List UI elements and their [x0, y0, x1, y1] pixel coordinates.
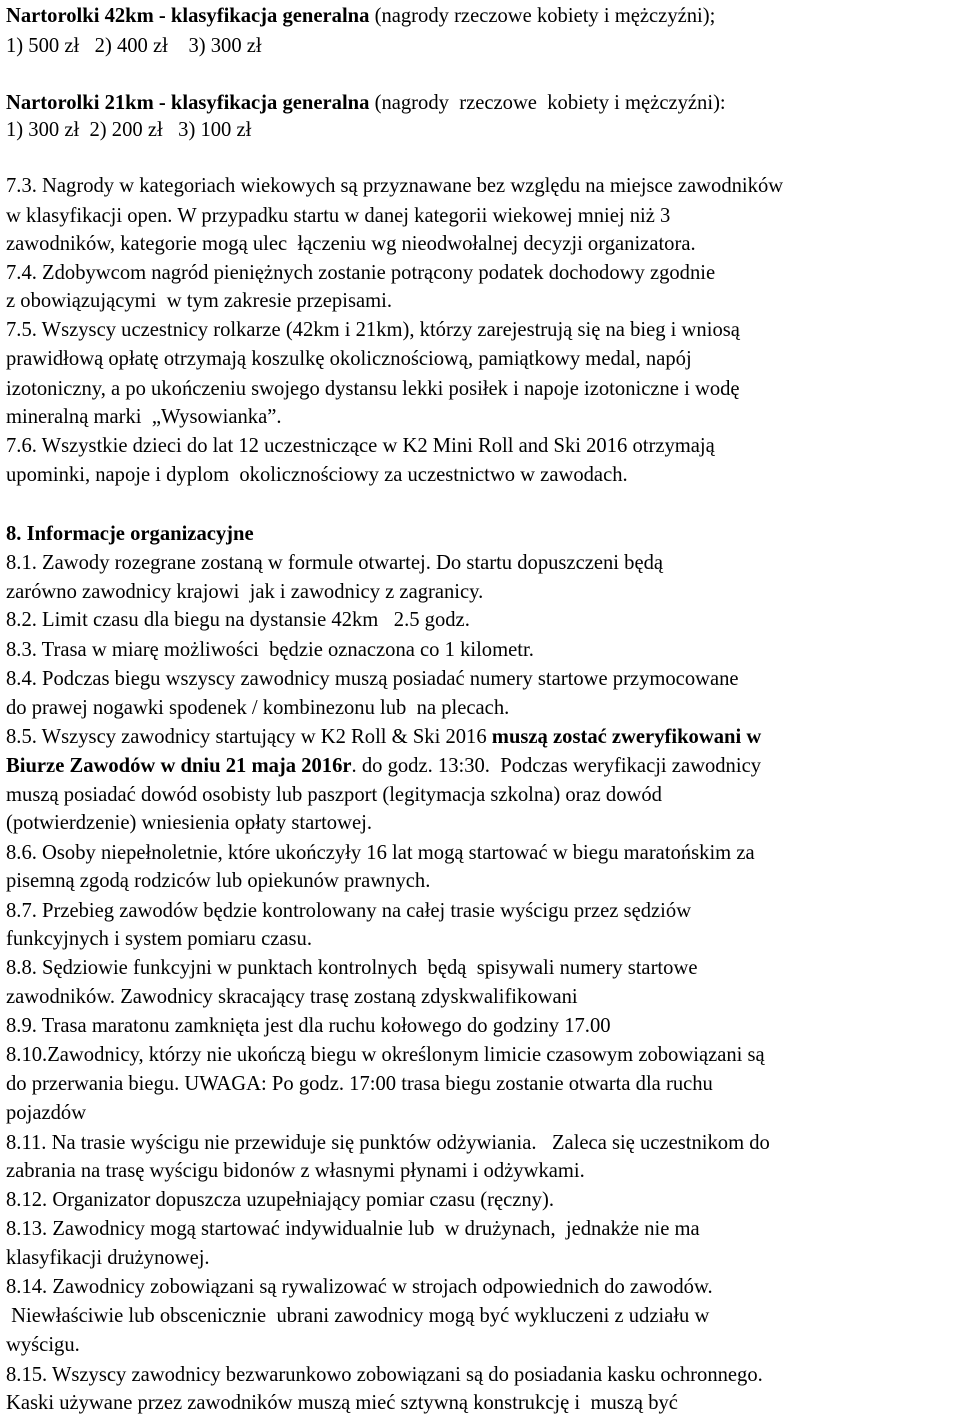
text-segment: zawodników. Zawodnicy skracający trasę zostaną zdyskwalifikowani	[6, 986, 578, 1008]
text-segment: 1) 300 zł 2) 200 zł 3) 100 zł	[6, 119, 252, 141]
text-segment: 8.6. Osoby niepełnoletnie, które ukończyły 16 lat mogą startować w biegu maratońskim za	[6, 842, 755, 864]
text-line	[6, 1391, 678, 1415]
text-segment: upominki, napoje i dyplom okolicznościowy za uczestnictwo w zawodach.	[6, 464, 628, 486]
text-line	[6, 899, 691, 923]
text-line	[6, 841, 755, 865]
text-segment: (potwierdzenie) wniesienia opłaty startowej.	[6, 812, 372, 834]
text-line	[6, 1363, 763, 1387]
text-segment: 1) 500 zł 2) 400 zł 3) 300 zł	[6, 35, 262, 57]
text-segment: klasyfikacji drużynowej.	[6, 1247, 210, 1269]
text-segment: 8.8. Sędziowie funkcyjni w punktach kontrolnych będą spisywali numery startowe	[6, 957, 698, 979]
text-line	[6, 405, 282, 429]
text-segment: mineralną marki „Wysowianka”.	[6, 406, 282, 428]
text-segment: izotoniczny, a po ukończeniu swojego dystansu lekki posiłek i napoje izotoniczne i wodę	[6, 378, 740, 400]
text-segment: 8.13. Zawodnicy mogą startować indywidualnie lub w drużynach, jednakże nie ma	[6, 1218, 700, 1240]
text-segment: 7.5. Wszyscy uczestnicy rolkarze (42km i 21km), którzy zarejestrują się na bieg i wniosą	[6, 319, 740, 341]
text-line	[6, 1304, 709, 1328]
text-line	[6, 1043, 765, 1067]
text-segment: 7.6.	[6, 435, 42, 457]
text-segment: 8.7. Przebieg zawodów będzie kontrolowany na całej trasie wyścigu przez sędziów	[6, 900, 692, 922]
text-segment: prawidłową opłatę otrzymają koszulkę okolicznościową, pamiątkowy medal, napój	[6, 348, 692, 370]
text-line	[6, 783, 662, 807]
text-line	[6, 118, 251, 142]
text-segment: 7.3. Nagrody w kategoriach wiekowych są przyznawane bez względu na miejsce zawodników	[6, 175, 784, 197]
text-line	[6, 580, 483, 604]
text-line	[6, 754, 761, 778]
bold-text-segment: Nartorolki 21km - klasyfikacja generalna	[6, 92, 370, 114]
text-line	[6, 1188, 554, 1212]
text-segment: do prawej nogawki spodenek / kombinezonu lub na plecach.	[6, 697, 510, 719]
text-segment: w klasyfikacji open. W przypadku startu w danej kategorii wiekowej mniej niż 3	[6, 205, 671, 227]
text-line	[6, 551, 663, 575]
text-segment: 8.1. Zawody rozegrane zostaną w formule otwartej. Do startu dopuszczeni będą	[6, 552, 664, 574]
text-segment: 7.4. Zdobywcom nagród pieniężnych zostanie potrącony podatek dochodowy zgodnie	[6, 262, 716, 284]
text-segment: zabrania na trasę wyścigu bidonów z własnymi płynami i odżywkami.	[6, 1160, 585, 1182]
text-line	[6, 638, 534, 662]
text-line	[6, 667, 739, 691]
text-line	[6, 1101, 86, 1125]
text-segment: 8.15. Wszyscy zawodnicy bezwarunkowo zobowiązani są do posiadania kasku ochronnego.	[6, 1364, 763, 1386]
text-line	[6, 522, 254, 546]
text-line	[6, 1246, 210, 1270]
bold-text-segment: muszą zostać zweryfikowani w	[491, 726, 762, 748]
text-segment: zawodników, kategorie mogą ulec łączeniu wg nieodwołalnej decyzji organizatora.	[6, 233, 696, 255]
text-segment: 8.2. Limit czasu dla biegu na dystansie 42km 2.5 godz.	[6, 609, 470, 631]
text-segment: Niewłaściwie lub obscenicznie ubrani zawodnicy mogą być wykluczeni z udziału w	[6, 1305, 710, 1327]
text-line	[6, 34, 262, 58]
text-line	[6, 985, 578, 1009]
text-line	[6, 1072, 713, 1096]
text-line	[6, 1014, 611, 1038]
text-line	[6, 869, 430, 893]
text-line	[6, 725, 761, 749]
text-line	[6, 811, 372, 835]
text-line	[6, 347, 692, 371]
text-line	[6, 174, 783, 198]
text-segment: 8.10.Zawodnicy, którzy nie ukończą biegu w określonym limicie czasowym zobowiązani są	[6, 1044, 765, 1066]
bold-text-segment: 8. Informacje organizacyjne	[6, 523, 254, 545]
text-segment: (nagrody rzeczowe kobiety i mężczyźni);	[369, 5, 716, 27]
text-segment: 8.14. Zawodnicy zobowiązani są rywalizować w strojach odpowiednich do zawodów.	[6, 1276, 713, 1298]
text-line	[6, 608, 470, 632]
text-segment: 8.3. Trasa w miarę możliwości będzie oznaczona co 1 kilometr.	[6, 639, 534, 661]
text-line	[6, 318, 740, 342]
bold-text-segment: Biurze Zawodów w dniu 21 maja 2016r	[6, 755, 352, 777]
text-line	[6, 289, 392, 313]
text-segment: 8.12. Organizator dopuszcza uzupełniający pomiar czasu (ręczny).	[6, 1189, 554, 1211]
text-segment: zarówno zawodnicy krajowi jak i zawodnicy z zagranicy.	[6, 581, 484, 603]
text-line	[6, 1217, 700, 1241]
text-line	[6, 261, 715, 285]
text-line	[6, 91, 726, 115]
text-segment: wyścigu.	[6, 1334, 80, 1356]
text-line	[6, 434, 715, 458]
text-segment: pojazdów	[6, 1102, 87, 1124]
text-segment: 8.11. Na trasie wyścigu nie przewiduje się punktów odżywiania. Zaleca się uczestnikom do	[6, 1132, 770, 1154]
text-line	[6, 232, 696, 256]
text-line	[6, 696, 509, 720]
text-line	[6, 1159, 585, 1183]
text-segment: . do godz. 13:30. Podczas weryfikacji zawodnicy	[351, 755, 762, 777]
text-line	[6, 1333, 80, 1357]
bold-text-segment: Nartorolki 42km - klasyfikacja generalna	[6, 5, 370, 27]
text-line	[6, 377, 740, 401]
text-segment: pisemną zgodą rodziców lub opiekunów prawnych.	[6, 870, 431, 892]
text-segment: do przerwania biegu. UWAGA: Po godz. 17:00 trasa biegu zostanie otwarta dla ruchu	[6, 1073, 713, 1095]
text-segment: funkcyjnych i system pomiaru czasu.	[6, 928, 312, 950]
text-segment: Wszystkie dzieci do lat 12 uczestniczące w K2 Mini Roll and Ski 2016 otrzymają	[41, 435, 715, 457]
text-line	[6, 4, 715, 28]
text-line	[6, 463, 628, 487]
text-line	[6, 1131, 770, 1155]
text-segment: 8.5. Wszyscy zawodnicy startujący w K2 Roll & Ski 2016	[6, 726, 492, 748]
text-segment: Kaski używane przez zawodników muszą mieć sztywną konstrukcję i muszą być	[6, 1392, 678, 1414]
text-segment: (nagrody rzeczowe kobiety i mężczyźni):	[369, 92, 726, 114]
text-line	[6, 204, 670, 228]
text-line	[6, 1275, 713, 1299]
text-segment: 8.9. Trasa maratonu zamknięta jest dla ruchu kołowego do godziny 17.00	[6, 1015, 611, 1037]
text-line	[6, 927, 312, 951]
text-line	[6, 956, 697, 980]
text-segment: muszą posiadać dowód osobisty lub paszport (legitymacja szkolna) oraz dowód	[6, 784, 662, 806]
text-segment: z obowiązującymi w tym zakresie przepisami.	[6, 290, 392, 312]
text-segment: 8.4. Podczas biegu wszyscy zawodnicy muszą posiadać numery startowe przymocowane	[6, 668, 739, 690]
